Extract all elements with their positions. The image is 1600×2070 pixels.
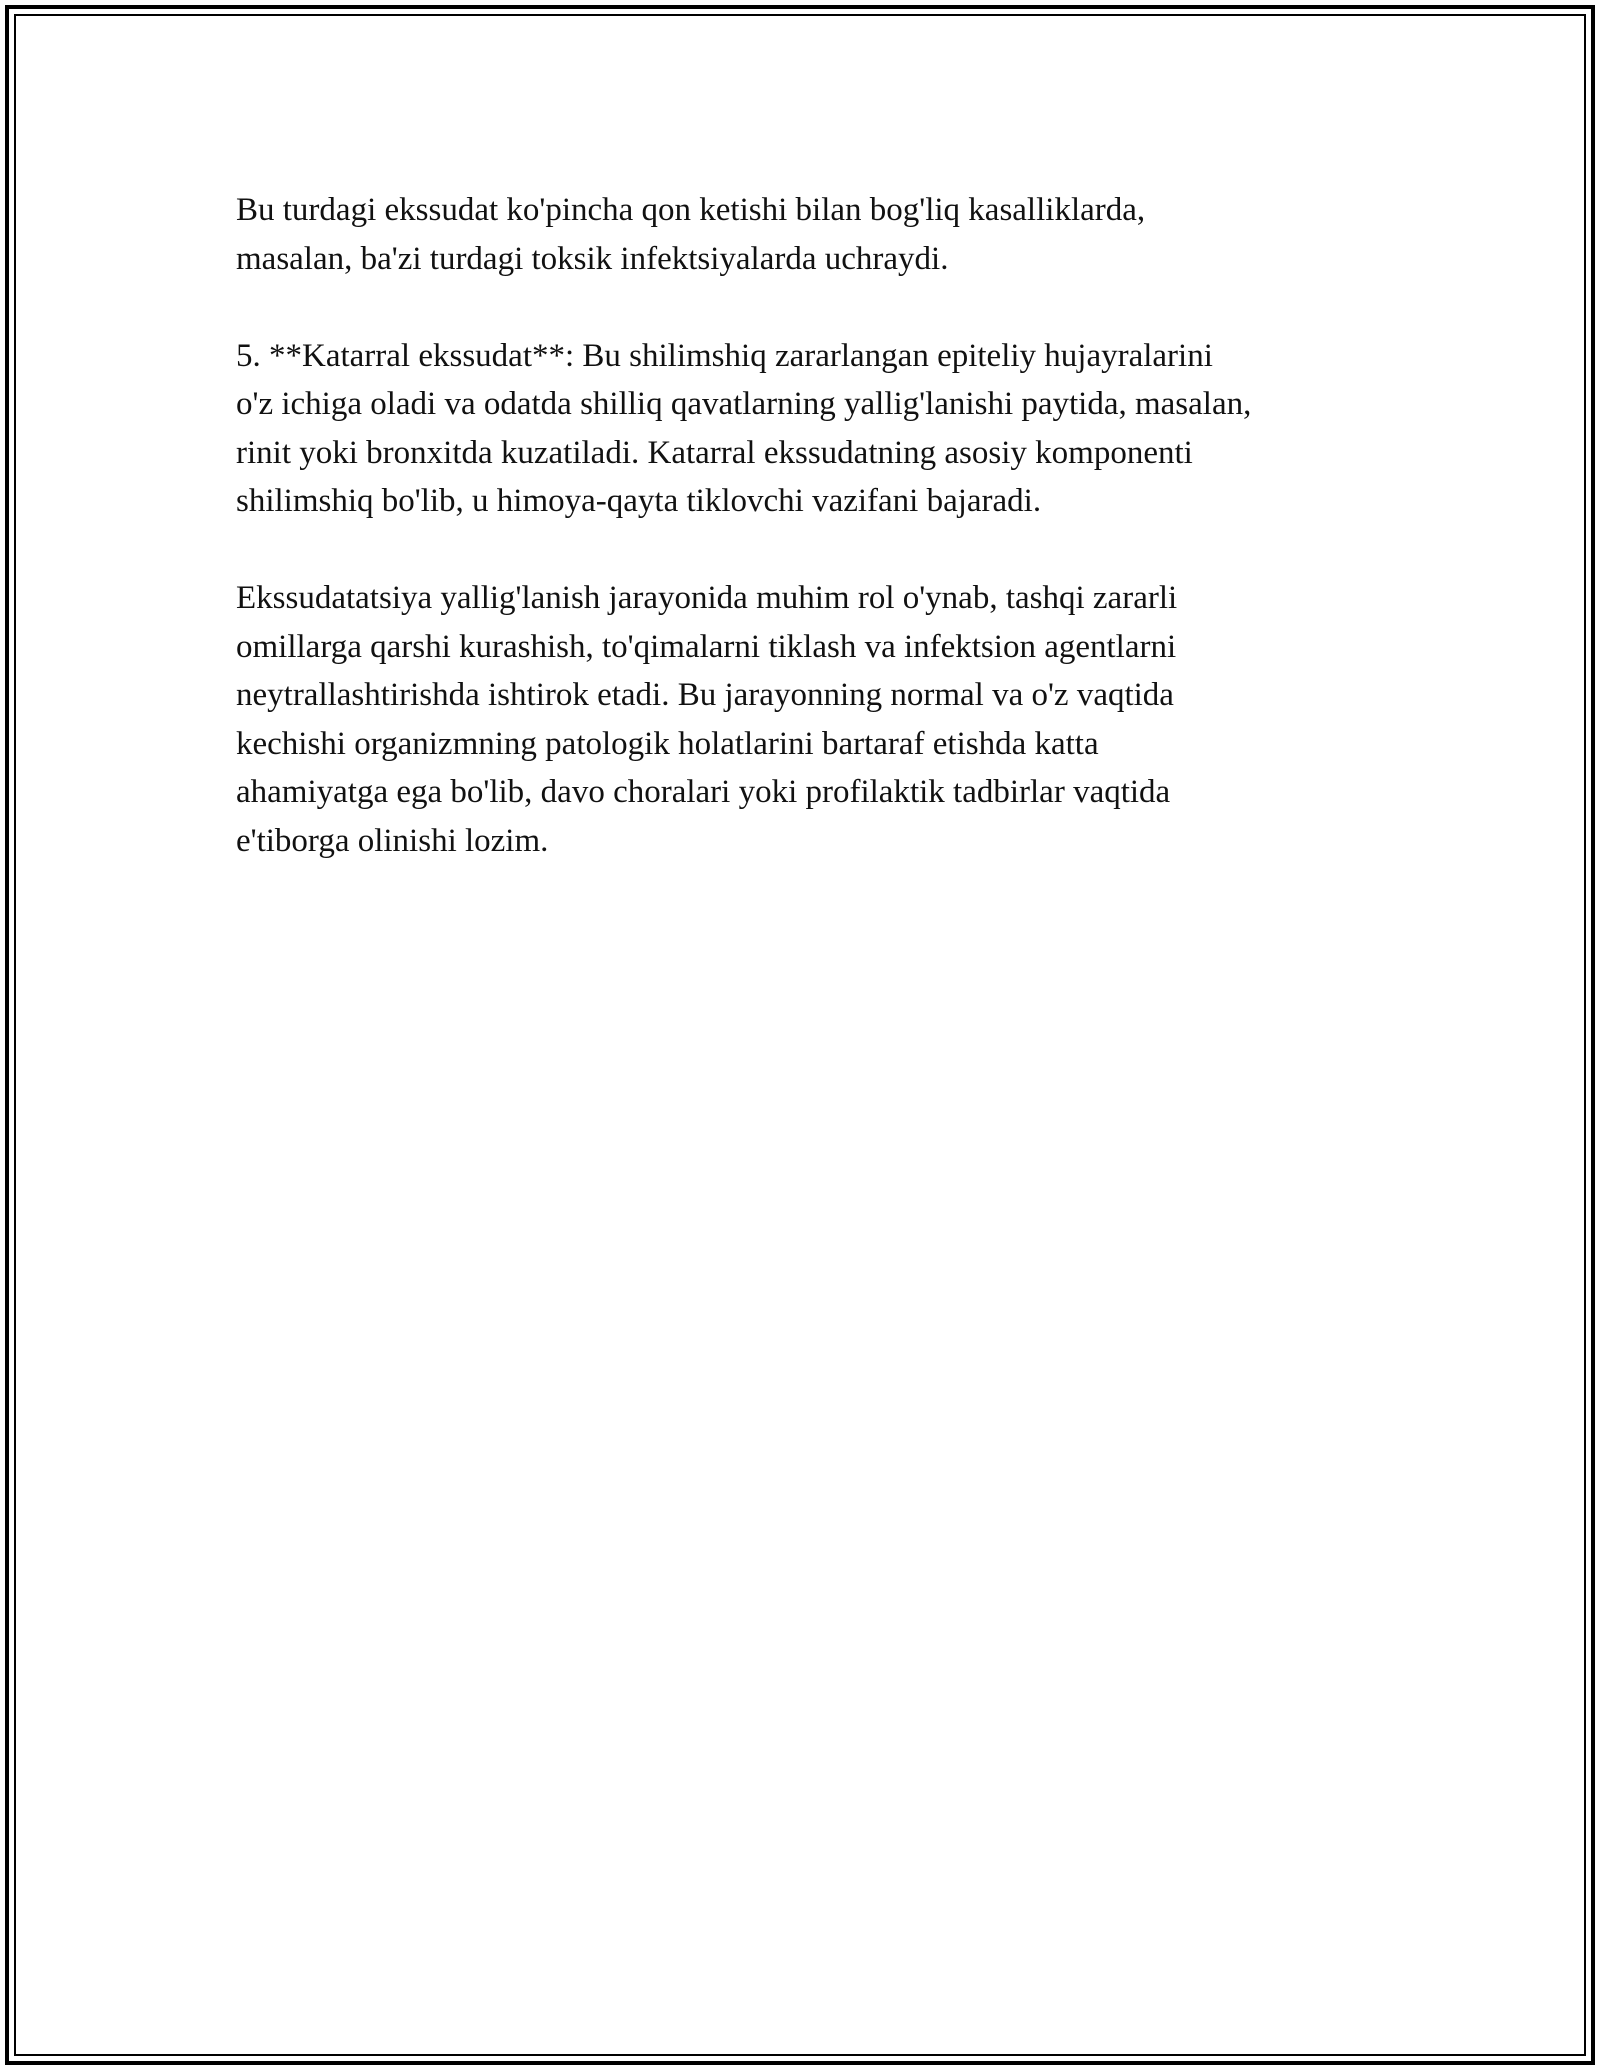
text-line: Ekssudatatsiya yallig'lanish jarayonida muhim rol o'ynab, tashqi zararli	[236, 580, 1178, 616]
text-line: ahamiyatga ega bo'lib, davo choralari yoki profilaktik tadbirlar vaqtida	[236, 774, 1171, 810]
paragraph-3	[236, 574, 1416, 865]
text-line: kechishi organizmning patologik holatlarini bartaraf etishda katta	[236, 725, 1099, 762]
text-line: 5. **Katarral ekssudat**: Bu shilimshiq zararlangan epiteliy hujayralarini	[236, 337, 1213, 374]
text-line: omillarga qarshi kurashish, to'qimalarni tiklash va infektsion agentlarni	[236, 628, 1177, 665]
text-line: Bu turdagi ekssudat ko'pincha qon ketishi bilan bog'liq kasalliklarda,	[236, 192, 1146, 228]
text-line: rinit yoki bronxitda kuzatiladi. Katarral ekssudatning asosiy komponenti	[236, 434, 1193, 471]
document-body	[236, 186, 1416, 914]
text-line: masalan, ba'zi turdagi toksik infektsiyalarda uchraydi.	[236, 240, 949, 277]
paragraph-2	[236, 332, 1416, 526]
paragraph-1	[236, 186, 1416, 283]
text-line: o'z ichiga oladi va odatda shilliq qavatlarning yallig'lanishi paytida, masalan,	[236, 386, 1252, 422]
text-line: neytrallashtirishda ishtirok etadi. Bu jarayonning normal va o'z vaqtida	[236, 677, 1174, 713]
text-line: e'tiborga olinishi lozim.	[236, 822, 549, 859]
text-line: shilimshiq bo'lib, u himoya-qayta tiklovchi vazifani bajaradi.	[236, 483, 1042, 519]
